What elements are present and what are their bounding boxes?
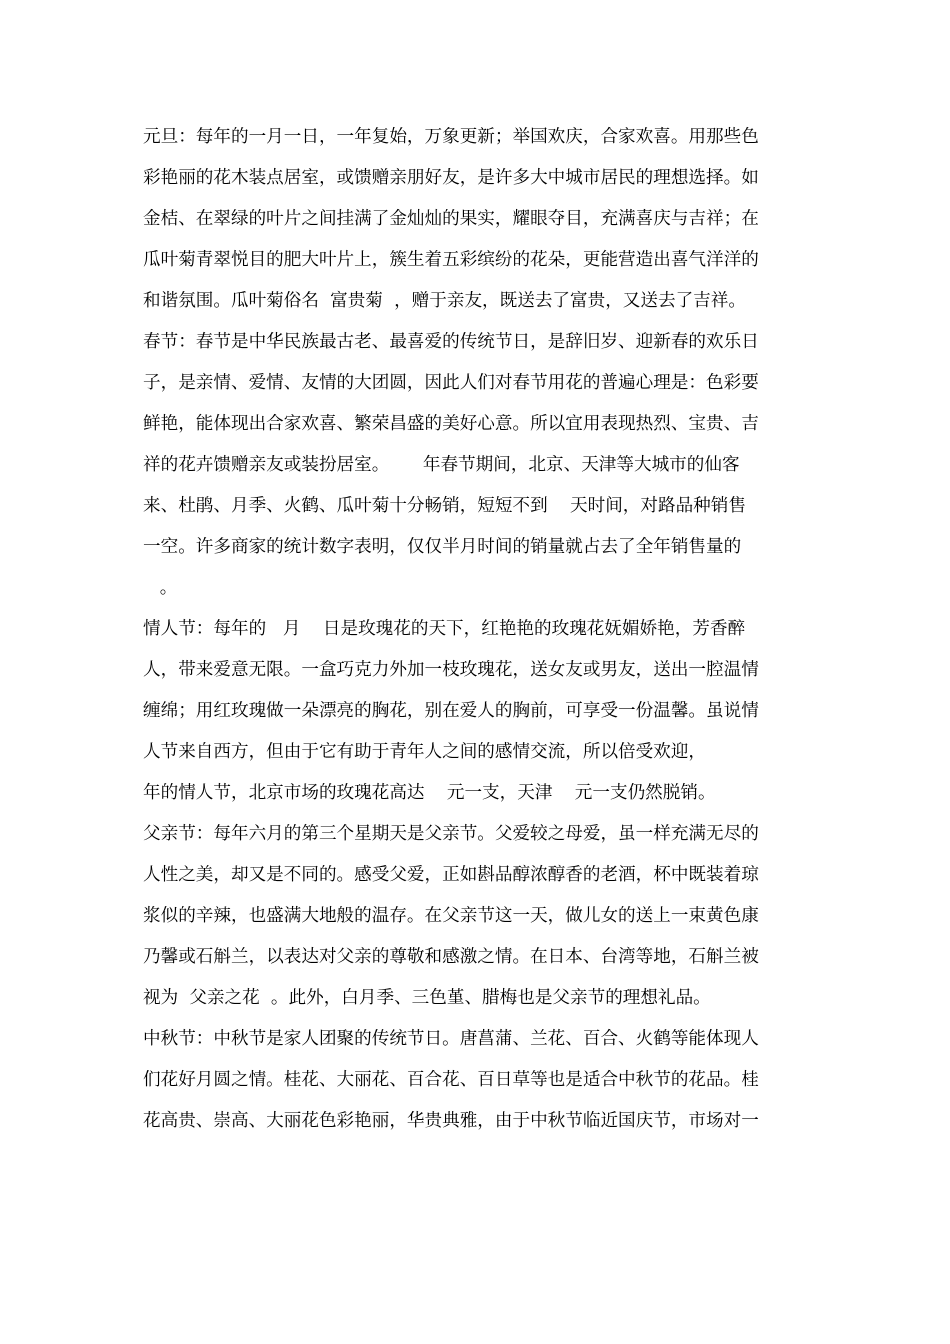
text-line: 花高贵、崇高、大丽花色彩艳丽，华贵典雅，由于中秋节临近国庆节，市场对一: [143, 1111, 759, 1131]
text-line: 缠绵；用红玫瑰做一朵漂亮的胸花，别在爱人的胸前，可享受一份温馨。虽说情: [143, 701, 759, 721]
text-line: 元旦：每年的一月一日，一年复始，万象更新；举国欢庆，合家欢喜。用那些色: [143, 127, 759, 147]
text-line: 人，带来爱意无限。一盒巧克力外加一枝玫瑰花，送女友或男友，送出一腔温情: [143, 660, 759, 680]
text-line: 中秋节：中秋节是家人团聚的传统节日。唐菖蒲、兰花、百合、火鹤等能体现人: [143, 1029, 759, 1049]
text-line: 来、杜鹃、月季、火鹤、瓜叶菊十分畅销，短短不到 天时间，对路品种销售: [143, 496, 746, 516]
text-line: 视为 父亲之花 。此外，白月季、三色堇、腊梅也是父亲节的理想礼品。: [143, 988, 711, 1008]
text-line: 们花好月圆之情。桂花、大丽花、百合花、百日草等也是适合中秋节的花品。桂: [143, 1070, 759, 1090]
document-body: [143, 117, 818, 1142]
text-line: 金桔、在翠绿的叶片之间挂满了金灿灿的果实，耀眼夺目，充满喜庆与吉祥；在: [143, 209, 759, 229]
text-line: 春节：春节是中华民族最古老、最喜爱的传统节日，是辞旧岁、迎新春的欢乐日: [143, 332, 759, 352]
text-line: 瓜叶菊青翠悦目的肥大叶片上，簇生着五彩缤纷的花朵，更能营造出喜气洋洋的: [143, 250, 759, 270]
text-line: 浆似的辛辣，也盛满大地般的温存。在父亲节这一天，做儿女的送上一束黄色康: [143, 906, 759, 926]
text-line: 子，是亲情、爱情、友情的大团圆，因此人们对春节用花的普遍心理是：色彩要: [143, 373, 759, 393]
text-line: 父亲节：每年六月的第三个星期天是父亲节。父爱较之母爱，虽一样充满无尽的: [143, 824, 759, 844]
text-line: 和谐氛围。瓜叶菊俗名 富贵菊 ，赠于亲友，既送去了富贵，又送去了吉祥。: [143, 291, 746, 311]
text-line: 人性之美，却又是不同的。感受父爱，正如斟品醇浓醇香的老酒，杯中既装着琼: [143, 865, 759, 885]
text-line: 鲜艳，能体现出合家欢喜、繁荣昌盛的美好心意。所以宜用表现热烈、宝贵、吉: [143, 414, 759, 434]
text-line: 情人节：每年的 月 日是玫瑰花的天下，红艳艳的玫瑰花妩媚娇艳，芳香醉: [143, 619, 746, 639]
text-line: 乃馨或石斛兰，以表达对父亲的尊敬和感激之情。在日本、台湾等地，石斛兰被: [143, 947, 759, 967]
text-line: 。: [143, 578, 178, 598]
text-line: 人节来自西方，但由于它有助于青年人之间的感情交流，所以倍受欢迎，: [143, 742, 707, 762]
text-line: 彩艳丽的花木装点居室，或馈赠亲朋好友，是许多大中城市居民的理想选择。如: [143, 168, 759, 188]
text-line: 祥的花卉馈赠亲友或装扮居室。 年春节期间，北京、天津等大城市的仙客: [143, 455, 740, 475]
text-line: 一空。许多商家的统计数字表明，仅仅半月时间的销量就占去了全年销售量的: [143, 537, 742, 557]
text-line: 年的情人节，北京市场的玫瑰花高达 元一支，天津 元一支仍然脱销。: [143, 783, 716, 803]
